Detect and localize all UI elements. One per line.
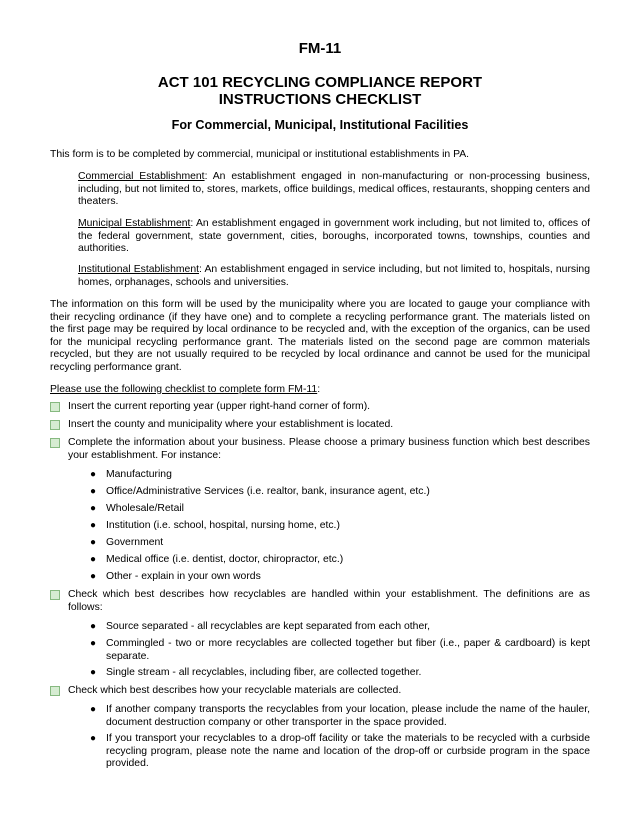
list-item: If another company transports the recyclables from your location, please include the name of the hauler, document destruction company or other transporter in the space provided. [106, 704, 590, 728]
bullet-icon: ● [90, 638, 97, 649]
info-paragraph: The information on this form will be used by the municipality where you are located to gauge your compliance with their recycling ordinance (if they have one) and to complete a recycling performance grant. The materials listed on the first page may be required by local ordinance to be recycled and, with the exception of the organics, can be used for the municipal recycling performance grant. The materials listed on the second page are common materials recycled, but they are not usually required to be recycled by local ordinance and cannot be used for the municipal recycling performance grant. [50, 299, 590, 373]
list-item: Source separated - all recyclables are kept separated from each other, [106, 621, 431, 632]
definition-text: : An establishment engaged in non-manufacturing or non-processing business, including, but not limited to, stores, markets, office buildings, medical offices, restaurants, shopping centers and theaters. [78, 171, 590, 208]
bullet-icon: ● [90, 621, 97, 632]
form-id: FM-11 [298, 40, 342, 57]
list-item: Institution (i.e. school, hospital, nursing home, etc.) [106, 520, 340, 531]
list-item: Medical office (i.e. dentist, doctor, chiropractor, etc.) [106, 554, 344, 565]
checklist-item-text: Complete the information about your business. Please choose a primary business function which best describes your establishment. For instance: [68, 437, 590, 461]
checklist-intro-text: Please use the following checklist to complete form FM-11 [50, 384, 318, 395]
bullet-icon: ● [90, 537, 97, 548]
definition-institutional [78, 264, 590, 289]
checklist-intro [50, 384, 590, 397]
list-item: Commingled - two or more recyclables are collected together but fiber (i.e., paper & cardboard) is kept separate. [106, 638, 590, 662]
bullet-icon: ● [90, 469, 97, 480]
definition-term: Institutional Establishment [78, 264, 199, 275]
definition-term: Commercial Establishment [78, 171, 205, 182]
page-title [0, 74, 640, 108]
checklist-item-text: Check which best describes how recyclables are handled within your establishment. The definitions are as follows: [68, 589, 590, 613]
bullet-icon: ● [90, 503, 97, 514]
list-item: Single stream - all recyclables, including fiber, are collected together. [106, 667, 422, 678]
checklist-intro-colon: : [317, 384, 321, 395]
checklist-item-text: Insert the county and municipality where your establishment is located. [68, 419, 394, 430]
bullet-icon: ● [90, 667, 97, 678]
title-line-2: INSTRUCTIONS CHECKLIST [218, 91, 422, 108]
checklist-item-text: Insert the current reporting year (upper right-hand corner of form). [68, 401, 371, 412]
definition-commercial [78, 171, 590, 209]
list-item: Manufacturing [106, 469, 172, 480]
checkbox[interactable] [50, 590, 60, 600]
title-line-1: ACT 101 RECYCLING COMPLIANCE REPORT [157, 74, 483, 91]
definition-municipal [78, 218, 590, 256]
bullet-icon: ● [90, 486, 97, 497]
bullet-icon: ● [90, 733, 97, 744]
intro-text: This form is to be completed by commercial, municipal or institutional establishments in PA. [50, 149, 470, 160]
checkbox[interactable] [50, 402, 60, 412]
list-item: Office/Administrative Services (i.e. realtor, bank, insurance agent, etc.) [106, 486, 430, 497]
list-item: If you transport your recyclables to a drop-off facility or take the materials to be recycled with a curbside recycling program, please note the name and location of the drop-off or curbside program in the space provided. [106, 733, 590, 770]
bullet-icon: ● [90, 571, 97, 582]
checklist-item-text: Check which best describes how your recyclable materials are collected. [68, 685, 402, 696]
bullet-icon: ● [90, 704, 97, 715]
list-item: Wholesale/Retail [106, 503, 184, 514]
list-item: Other - explain in your own words [106, 571, 261, 582]
bullet-icon: ● [90, 520, 97, 531]
list-item: Government [106, 537, 164, 548]
checkbox[interactable] [50, 420, 60, 430]
definition-text: : An establishment engaged in government work including, but not limited to, offices of the federal government, state government, cities, boroughs, incorporated towns, townships, counties and authorities. [78, 218, 590, 255]
definition-term: Municipal Establishment [78, 218, 191, 229]
bullet-icon: ● [90, 554, 97, 565]
definition-text: : An establishment engaged in service including, but not limited to, hospitals, nursing homes, orphanages, schools and universities. [78, 264, 590, 288]
checkbox[interactable] [50, 686, 60, 696]
checkbox[interactable] [50, 438, 60, 448]
page-subtitle: For Commercial, Municipal, Institutional Facilities [171, 118, 469, 132]
